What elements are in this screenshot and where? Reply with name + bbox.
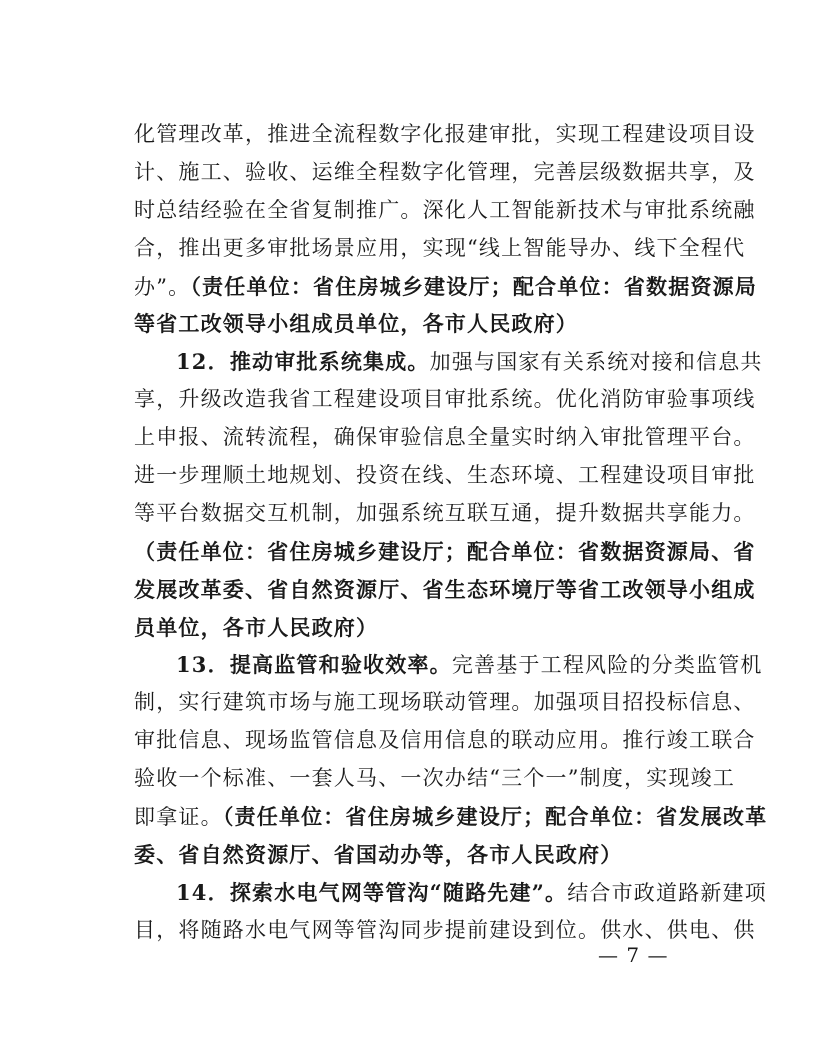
bold-text-segment: 员单位，各市人民政府）: [134, 614, 379, 640]
text-segment: 目，将随路水电气网等管沟同步提前建设到位。供水、供电、供: [134, 917, 756, 942]
text-line: [134, 798, 768, 836]
text-segment: 时总结经验在全省复制推广。深化人工智能新技术与审批系统融: [134, 197, 756, 222]
text-segment: 审批信息、现场监管信息及信用信息的联动应用。推行竣工联合: [134, 728, 756, 753]
text-line: [134, 192, 756, 230]
bold-text-segment: 12．推动审批系统集成。: [176, 349, 430, 375]
bold-text-segment: 等省工改领导小组成员单位，各市人民政府）: [134, 311, 578, 337]
text-line: [134, 571, 756, 609]
text-segment: 结合市政道路新建项: [567, 880, 767, 905]
text-segment: 计、施工、验收、运维全程数字化管理，完善层级数据共享，及: [134, 159, 756, 184]
text-line: [134, 495, 756, 533]
text-line: [134, 419, 756, 457]
text-line: [134, 760, 736, 798]
text-segment: 享，升级改造我省工程建设项目审批系统。优化消防审验事项线: [134, 387, 756, 412]
text-line: [134, 646, 763, 684]
text-line: [134, 381, 756, 419]
text-segment: 进一步理顺土地规划、投资在线、生态环境、工程建设项目审批: [134, 463, 756, 488]
text-segment: 即拿证。: [134, 805, 223, 830]
bold-text-segment: 发展改革委、省自然资源厅、省生态环境厅等省工改领导小组成: [134, 576, 756, 602]
text-line: [134, 609, 684, 647]
bold-text-segment: （责任单位：省住房城乡建设厅；配合单位：省发展改革: [222, 804, 768, 830]
bold-text-segment: （责任单位：省住房城乡建设厅；配合单位：省数据资源局、省: [134, 538, 756, 564]
text-line: [134, 457, 756, 495]
text-segment: 等平台数据交互机制，加强系统互联互通，提升数据共享能力。: [134, 500, 756, 525]
text-line: [134, 230, 746, 268]
text-line: [134, 154, 756, 192]
text-line: [134, 116, 756, 154]
bold-text-segment: （责任单位：省住房城乡建设厅；配合单位：省数据资源局: [190, 273, 758, 299]
text-line: [134, 684, 756, 722]
text-line: [134, 836, 684, 874]
text-line: [134, 268, 758, 306]
text-line: [134, 305, 684, 343]
text-line: [134, 874, 767, 912]
page-number: — 7 —: [598, 943, 669, 967]
text-line: [134, 343, 763, 381]
text-segment: 合，推出更多审批场景应用，实现“线上智能导办、线下全程代: [134, 235, 746, 260]
text-segment: 完善基于工程风险的分类监管机: [451, 653, 763, 678]
text-segment: 化管理改革，推进全流程数字化报建审批，实现工程建设项目设: [134, 122, 756, 146]
text-line: [134, 533, 756, 571]
text-segment: 办”。: [134, 274, 191, 299]
text-segment: 加强与国家有关系统对接和信息共: [429, 350, 763, 375]
bold-text-segment: 14．探索水电气网等管沟“随路先建”。: [176, 879, 568, 905]
text-segment: 上申报、流转流程，确保审验信息全量实时纳入审批管理平台。: [134, 425, 756, 450]
text-line: [134, 722, 756, 760]
body-text: [134, 116, 768, 950]
bold-text-segment: 委、省自然资源厅、省国动办等，各市人民政府）: [134, 841, 623, 867]
bold-text-segment: 13．提高监管和验收效率。: [176, 652, 452, 678]
text-segment: 验收一个标准、一套人马、一次办结“三个一”制度，实现竣工: [134, 766, 736, 791]
text-segment: 制，实行建筑市场与施工现场联动管理。加强项目招投标信息、: [134, 690, 756, 715]
